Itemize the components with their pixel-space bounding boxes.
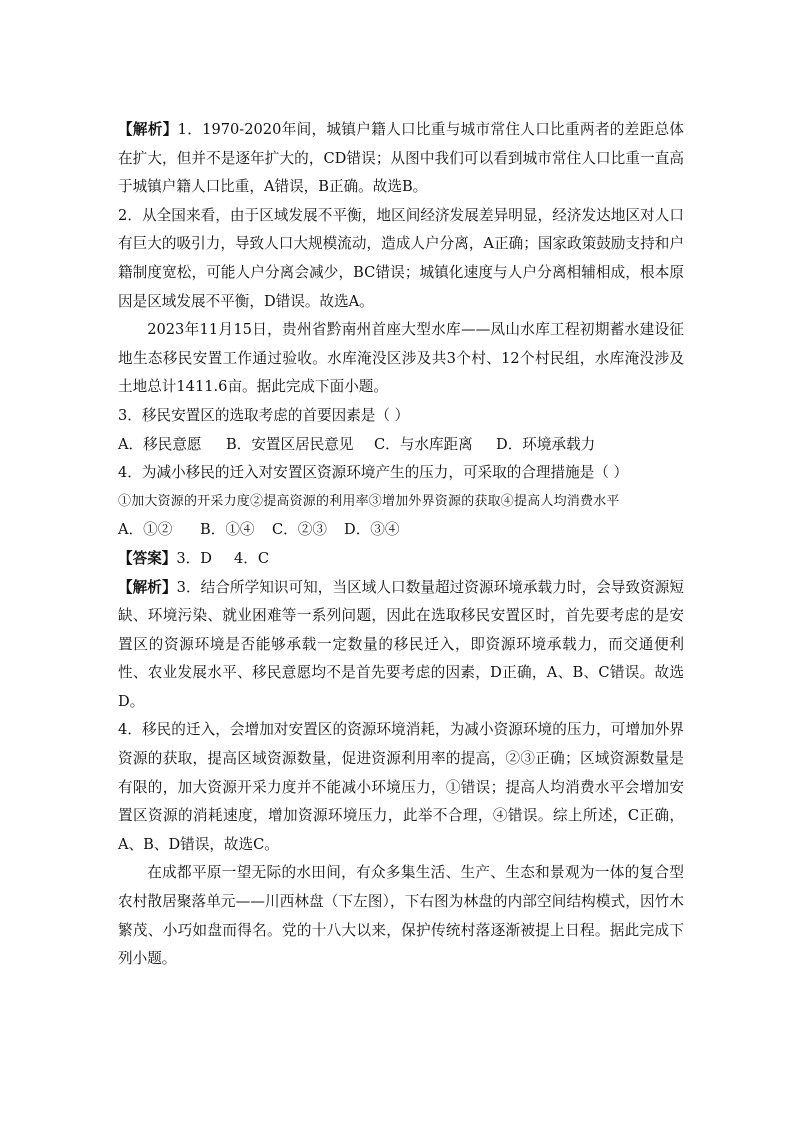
q4-option-a: A．①② [118, 521, 173, 539]
q3-option-d: D．环境承载力 [496, 435, 596, 453]
question-4-options [118, 516, 684, 545]
q4-option-b: B．①④ [200, 521, 255, 539]
answer-line [118, 545, 684, 574]
answer-4: 4．C [233, 549, 270, 567]
analysis-1 [118, 116, 684, 202]
analysis-4: 4．移民的迁入，会增加对安置区的资源环境消耗，为减小资源环境的压力，可增加外界资源的获取，提高区域资源数量，促进资源利用率的提高，②③正确；区域资源数量是有限的，加大资源开采力度并不能减小环境压力，①错误；提高人均消费水平会增加安置区资源的消耗速度，增加资源环境压力，此举不合理，④错误。综上所述，C正确，A、B、D错误，故选C。 [118, 721, 684, 853]
question-4-items: ①加大资源的开采力度②提高资源的利用率③增加外界资源的获取④提高人均消费水平 [118, 493, 620, 509]
q4-option-c: C．②③ [272, 521, 327, 539]
passage-2: 在成都平原一望无际的水田间，有众多集生活、生产、生态和景观为一体的复合型农村散居聚落单元——川西林盘（下左图），下右图为林盘的内部空间结构模式，因竹木繁茂、小巧如盘而得名。党的十八大以来，保护传统村落逐渐被提上日程。据此完成下列小题。 [118, 864, 684, 968]
q3-option-a: A．移民意愿 [118, 435, 202, 453]
analysis-2: 2．从全国来看，由于区域发展不平衡，地区间经济发展差异明显，经济发达地区对人口有巨大的吸引力，导致人口大规模流动，造成人户分离，A正确；国家政策鼓励支持和户籍制度宽松，可能人户分离会减少，BC错误；城镇化速度与人户分离相辅相成，根本原因是区域发展不平衡，D错误。故选A。 [118, 206, 684, 310]
analysis-tag-2: 【解析】 [118, 578, 177, 596]
question-3-options [118, 431, 684, 460]
q3-option-c: C．与水库距离 [374, 435, 473, 453]
answer-tag: 【答案】 [118, 549, 177, 567]
passage-1: 2023年11月15日，贵州省黔南州首座大型水库——凤山水库工程初期蓄水建设征地生态移民安置工作通过验收。水库淹没区涉及共3个村、12个村民组，水库淹没涉及土地总计1411.6亩。据此完成下面小题。 [118, 321, 684, 396]
analysis-3 [118, 574, 684, 717]
q4-option-d: D．③④ [344, 521, 400, 539]
q3-option-b: B．安置区居民意见 [226, 435, 354, 453]
question-3-stem: 3．移民安置区的选取考虑的首要因素是（ ） [118, 406, 410, 424]
answer-3: 3．D [176, 549, 212, 567]
analysis-3-text: 3．结合所学知识可知，当区域人口数量超过资源环境承载力时，会导致资源短缺、环境污染、就业困难等一系列问题，因此在选取移民安置区时，首先要考虑的是安置区的资源环境是否能够承载一定数量的移民迁入，即资源环境承载力，而交通便利性、农业发展水平、移民意愿均不是首先要考虑的因素，D正确，A、B、C错误。故选D。 [118, 578, 684, 710]
question-4-stem: 4．为减小移民的迁入对安置区资源环境产生的压力，可采取的合理措施是（ ） [118, 464, 629, 482]
analysis-tag: 【解析】 [118, 121, 178, 138]
document-page [118, 116, 684, 974]
analysis-1-text: 1．1970-2020年间，城镇户籍人口比重与城市常住人口比重两者的差距总体在扩大，但并不是逐年扩大的，CD错误；从图中我们可以看到城市常住人口比重一直高于城镇户籍人口比重，A错误，B正确。故选B。 [118, 121, 684, 196]
